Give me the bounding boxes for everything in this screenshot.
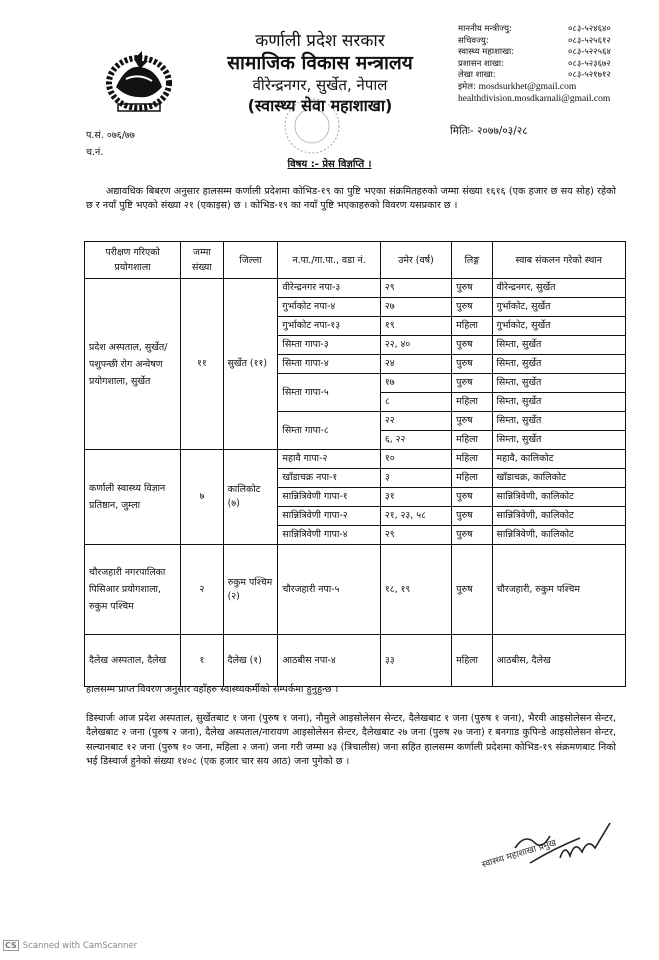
sex-cell: पुरुष (452, 374, 492, 393)
location-cell: सान्नित्रिवेणी, कालिकोट (492, 488, 626, 507)
age-cell: ३३ (380, 635, 451, 687)
col-header-sex: लिङ्ग (452, 242, 492, 279)
address: वीरेन्द्रनगर, सुर्खेत, नेपाल (252, 76, 388, 94)
lab-cell: दैलेख अस्पताल, दैलेख (85, 635, 181, 687)
municipality-cell: खाँडाचक्र नपा-१ (278, 469, 380, 488)
contact-row: प्रशासन शाखा: ०८३-५२३६७२ (458, 58, 611, 69)
sex-cell: पुरुष (452, 507, 492, 526)
municipality-cell: आठबीस नपा-४ (278, 635, 380, 687)
sex-cell: महिला (452, 317, 492, 336)
ministry-title: सामाजिक विकास मन्त्रालय (227, 52, 413, 74)
camscanner-watermark (3, 940, 137, 951)
location-cell: सिम्ता, सुर्खेत (492, 393, 626, 412)
sex-cell: पुरुष (452, 355, 492, 374)
municipality-cell: सिम्ता गापा-५ (278, 374, 380, 412)
location-cell: सिम्ता, सुर्खेत (492, 431, 626, 450)
sex-cell: महिला (452, 431, 492, 450)
letter-date: मितिः- २०७७/०३/२८ (450, 125, 528, 137)
location-cell: महावै, कालिकोट (492, 450, 626, 469)
letterhead (200, 30, 440, 117)
age-cell: ३१ (380, 488, 451, 507)
discharge-paragraph: डिस्चार्जः आज प्रदेश अस्पताल, सुर्खेतबाट १ जना (पुरुष १ जना), नौमुले आइसोलेसन सेन्टर, दैलेखबाट १ जना (पुरुष १ जना), भैरवी आइसोलेसन सेन्टर, दैलेखबाट २ जना (पुरुष २ जना), दैलेख अस्पताल/नारायण आइसोलेसन सेन्टर, दैलेखबाट २७ जना (पुरुष २७ जना) र बनगाड कुपिन्डे आइसोलेसन सेन्टर, सल्यानबाट १२ जना (पुरुष १० जना, महिला २ जना) जना गरी जम्मा ४३ (त्रिचालीस) जना सहित हालसम्म कर्णाली प्रदेशमा कोभिड-१९ संक्रमणबाट निको भई डिस्चार्ज हुनेको संख्या १४०८ (एक हजार चार सय आठ) जना पुगेको छ । (86, 713, 616, 767)
contact-row: लेखा शाखा: ०८३-५२१७१२ (458, 70, 611, 81)
age-cell: २७ (380, 298, 451, 317)
location-cell: वीरेन्द्रनगर, सुर्खेत (492, 279, 626, 298)
municipality-cell: सिम्ता गापा-८ (278, 412, 380, 450)
table-row (85, 545, 626, 635)
age-cell: २९ (380, 526, 451, 545)
age-cell: १७ (380, 374, 451, 393)
sex-cell: महिला (452, 635, 492, 687)
age-cell: १९ (380, 317, 451, 336)
contact-row: स्वास्थ्य महाशाखा: ०८३-५२२५६४ (458, 47, 611, 58)
location-cell: सिम्ता, सुर्खेत (492, 412, 626, 431)
municipality-cell: गुर्भाकोट नपा-१३ (278, 317, 380, 336)
age-cell: १० (380, 450, 451, 469)
watermark-text: Scanned with CamScanner (22, 940, 138, 951)
total-cell: ११ (181, 279, 223, 450)
municipality-cell: सान्नित्रिवेणी गापा-२ (278, 507, 380, 526)
municipality-cell: सान्नित्रिवेणी गापा-४ (278, 526, 380, 545)
age-cell: ८ (380, 393, 451, 412)
email-link[interactable]: mosdsurkhet@gmail.com (478, 81, 577, 92)
location-cell: आठबीस, दैलेख (492, 635, 626, 687)
sex-cell: महिला (452, 393, 492, 412)
district-cell: दैलेख (१) (223, 635, 278, 687)
signatory-title: स्वास्थ्य महाशाखा प्रमुख (480, 838, 558, 871)
table-row (85, 635, 626, 687)
intro-paragraph: अद्यावधिक बिबरण अनुसार हालसम्म कर्णाली प्रदेशमा कोभिड-१९ का पुष्टि भएका संक्रमितहरुको जम्मा संख्या १६१६ (एक हजार छ सय सोह) रहेको छ र नयाँ पुष्टि भएको संख्या २१ (एकाइस) छ । कोभिड-१९ का नयाँ पुष्टि भएकाहरुको विवरण यसप्रकार छ । (86, 186, 616, 212)
contact-info (458, 24, 611, 105)
location-cell: सिम्ता, सुर्खेत (492, 374, 626, 393)
sex-cell: पुरुष (452, 526, 492, 545)
age-cell: ३ (380, 469, 451, 488)
col-header-swab-location: स्वाब संकलन गरेको स्थान (492, 242, 626, 279)
municipality-cell: गुर्भाकोट नपा-४ (278, 298, 380, 317)
sex-cell: पुरुष (452, 279, 492, 298)
total-cell: २ (181, 545, 223, 635)
email-link[interactable]: healthdivision.mosdkarnali@gmail.com (458, 93, 611, 104)
age-cell: १८, १९ (380, 545, 451, 635)
municipality-cell: सिम्ता गापा-४ (278, 355, 380, 374)
table-row (85, 450, 626, 469)
municipality-cell: चौरजहारी नपा-५ (278, 545, 380, 635)
location-cell: खाँडाचक्र, कालिकोट (492, 469, 626, 488)
municipality-cell: महावै गापा-२ (278, 450, 380, 469)
sex-cell: पुरुष (452, 336, 492, 355)
age-cell: २९ (380, 279, 451, 298)
sex-cell: पुरुष (452, 488, 492, 507)
sex-cell: पुरुष (452, 412, 492, 431)
sex-cell: महिला (452, 469, 492, 488)
table-header-row (85, 242, 626, 279)
lab-cell: प्रदेश अस्पताल, सुर्खेत/ पशुपन्छी रोग अन्वेषण प्रयोगशाला, सुर्खेत (85, 279, 181, 450)
sex-cell: महिला (452, 450, 492, 469)
col-header-municipality: न.पा./गा.पा., वडा नं. (278, 242, 380, 279)
municipality-cell: सिम्ता गापा-३ (278, 336, 380, 355)
col-header-district: जिल्ला (223, 242, 278, 279)
email-row: इमेल: mosdsurkhet@gmail.com (458, 81, 577, 92)
age-cell: २२, ४० (380, 336, 451, 355)
age-cell: २१, २३, ५८ (380, 507, 451, 526)
location-cell: गुर्भाकोट, सुर्खेत (492, 317, 626, 336)
cases-table (84, 241, 626, 687)
lab-cell: कर्णाली स्वास्थ्य विज्ञान प्रतिष्ठान, जुम्ला (85, 450, 181, 545)
dispatch-number: च.नं. (86, 147, 104, 158)
total-cell: १ (181, 635, 223, 687)
sex-cell: पुरुष (452, 545, 492, 635)
location-cell: सान्नित्रिवेणी, कालिकोट (492, 526, 626, 545)
subject-line: विषय :- प्रेस विज्ञप्ति । (287, 159, 372, 170)
nepal-emblem-icon (96, 47, 182, 117)
age-cell: ६, २२ (380, 431, 451, 450)
age-cell: २२ (380, 412, 451, 431)
district-cell: कालिकोट (७) (223, 450, 278, 545)
email-row (458, 94, 611, 106)
district-cell: रुकुम पश्चिम (२) (223, 545, 278, 635)
contact-note: हालसम्म प्राप्त विवरण अनुसार वहाँहरु स्वास्थ्यकर्मीको सम्पर्कमा हुनुहुन्छ । (86, 684, 339, 695)
location-cell: सिम्ता, सुर्खेत (492, 355, 626, 374)
age-cell: २४ (380, 355, 451, 374)
letter-number: प.सं. ०७६/७७ (86, 130, 135, 141)
contact-row: सचिवज्यु: ०८३-५२५६१२ (458, 35, 611, 46)
location-cell: गुर्भाकोट, सुर्खेत (492, 298, 626, 317)
municipality-cell: वीरेन्द्रनगर नपा-३ (278, 279, 380, 298)
total-cell: ७ (181, 450, 223, 545)
camscanner-logo-icon: CS (5, 941, 17, 950)
municipality-cell: सान्नित्रिवेणी गापा-१ (278, 488, 380, 507)
col-header-total: जम्मा संख्या (181, 242, 223, 279)
location-cell: सिम्ता, सुर्खेत (492, 336, 626, 355)
division-name: (स्वास्थ्य सेवा महाशाखा) (247, 96, 393, 115)
province-government-title: कर्णाली प्रदेश सरकार (255, 31, 385, 51)
col-header-age: उमेर (वर्ष) (380, 242, 451, 279)
location-cell: चौरजहारी, रुकुम पश्चिम (492, 545, 626, 635)
district-cell: सुर्खेत (११) (223, 279, 278, 450)
contact-row: माननीय मन्त्रीज्यु: ०८३-५२४६४० (458, 24, 611, 34)
col-header-lab: परीक्षण गरिएको प्रयोगशाला (85, 242, 181, 279)
location-cell: सान्नित्रिवेणी, कालिकोट (492, 507, 626, 526)
lab-cell: चौरजहारी नगरपालिका पिसिआर प्रयोगशाला, रुकुम पश्चिम (85, 545, 181, 635)
sex-cell: पुरुष (452, 298, 492, 317)
table-row (85, 279, 626, 298)
